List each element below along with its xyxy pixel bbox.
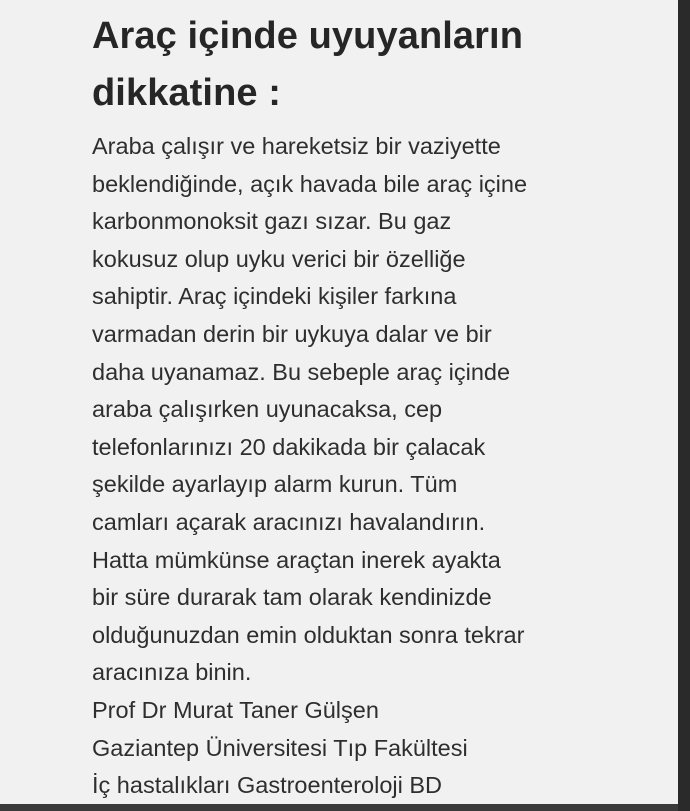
body-line: şekilde ayarlayıp alarm kurun. Tüm (92, 471, 458, 498)
body-line: araba çalışırken uyunacaksa, cep (92, 396, 443, 423)
body-line: karbonmonoksit gazı sızar. Bu gaz (92, 208, 452, 235)
body-line: kokusuz olup uyku verici bir özelliğe (92, 245, 466, 272)
right-edge-strip (678, 0, 690, 811)
article-body (92, 128, 677, 692)
body-line: aracınıza binin. (92, 659, 252, 686)
body-line: sahiptir. Araç içindeki kişiler farkına (92, 283, 457, 310)
signature-department: İç hastalıkları Gastroenteroloji BD (92, 772, 443, 799)
body-line: varmadan derin bir uykuya dalar ve bir (92, 320, 492, 347)
author-signature (92, 692, 677, 804)
body-line: olduğunuzdan emin olduktan sonra tekrar (92, 621, 525, 648)
body-line: Hatta mümkünse araçtan inerek ayakta (92, 546, 501, 573)
body-line: bir süre durarak tam olarak kendinizde (92, 584, 492, 611)
body-line: Araba çalışır ve hareketsiz bir vaziyette (92, 133, 501, 159)
title-line: Araç içinde uyuyanların (92, 15, 524, 57)
article-content (92, 8, 677, 804)
body-line: daha uyanamaz. Bu sebeple araç içinde (92, 358, 511, 385)
page-bottom-border (0, 804, 678, 811)
title-line: dikkatine : (92, 72, 282, 114)
body-line: camları açarak aracınızı havalandırın. (92, 508, 486, 535)
body-line: beklendiğinde, açık havada bile araç içine (92, 170, 528, 197)
signature-institution: Gaziantep Üniversitesi Tıp Fakültesi (92, 734, 468, 761)
signature-name: Prof Dr Murat Taner Gülşen (92, 696, 379, 723)
article-title (92, 8, 677, 122)
body-line: telefonlarınızı 20 dakikada bir çalacak (92, 433, 486, 460)
